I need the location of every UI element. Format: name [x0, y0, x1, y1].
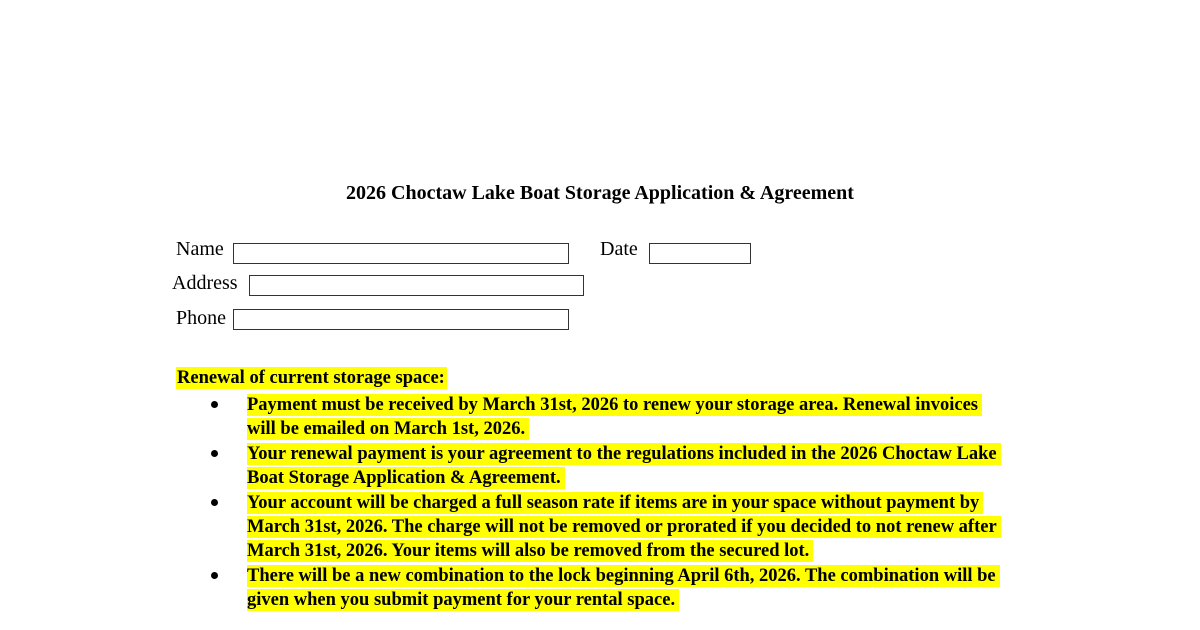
list-item [205, 442, 1005, 490]
document-title: 2026 Choctaw Lake Boat Storage Application & Agreement [346, 182, 854, 204]
phone-label: Phone [176, 307, 226, 329]
name-label: Name [176, 238, 224, 260]
bullet-text: Your renewal payment is your agreement to the regulations included in the 2026 Choctaw Lake Boat Storage Application & Agreement. [247, 443, 1001, 489]
list-item [205, 564, 1005, 612]
address-label: Address [172, 272, 238, 294]
bullet-text: There will be a new combination to the lock beginning April 6th, 2026. The combination will be given when you submit payment for your rental space. [247, 565, 1000, 611]
bullet-icon [211, 572, 218, 579]
date-field[interactable] [649, 243, 751, 264]
name-field[interactable] [233, 243, 569, 264]
address-field[interactable] [249, 275, 584, 296]
bullet-text: Your account will be charged a full season rate if items are in your space without payment by March 31st, 2026. The charge will not be removed or prorated if you decided to not renew after March 31st, 2026. Your items will also be removed from the secured lot. [247, 492, 1001, 562]
list-item [205, 393, 1005, 441]
bullet-text: Payment must be received by March 31st, 2026 to renew your storage area. Renewal invoices will be emailed on March 1st, 2026. [247, 394, 982, 440]
bullet-icon [211, 401, 218, 408]
bullet-icon [211, 499, 218, 506]
date-label: Date [600, 238, 638, 260]
list-item [205, 491, 1005, 563]
renewal-bullet-list [205, 393, 1005, 613]
renewal-heading: Renewal of current storage space: [177, 368, 445, 388]
phone-field[interactable] [233, 309, 569, 330]
bullet-icon [211, 450, 218, 457]
